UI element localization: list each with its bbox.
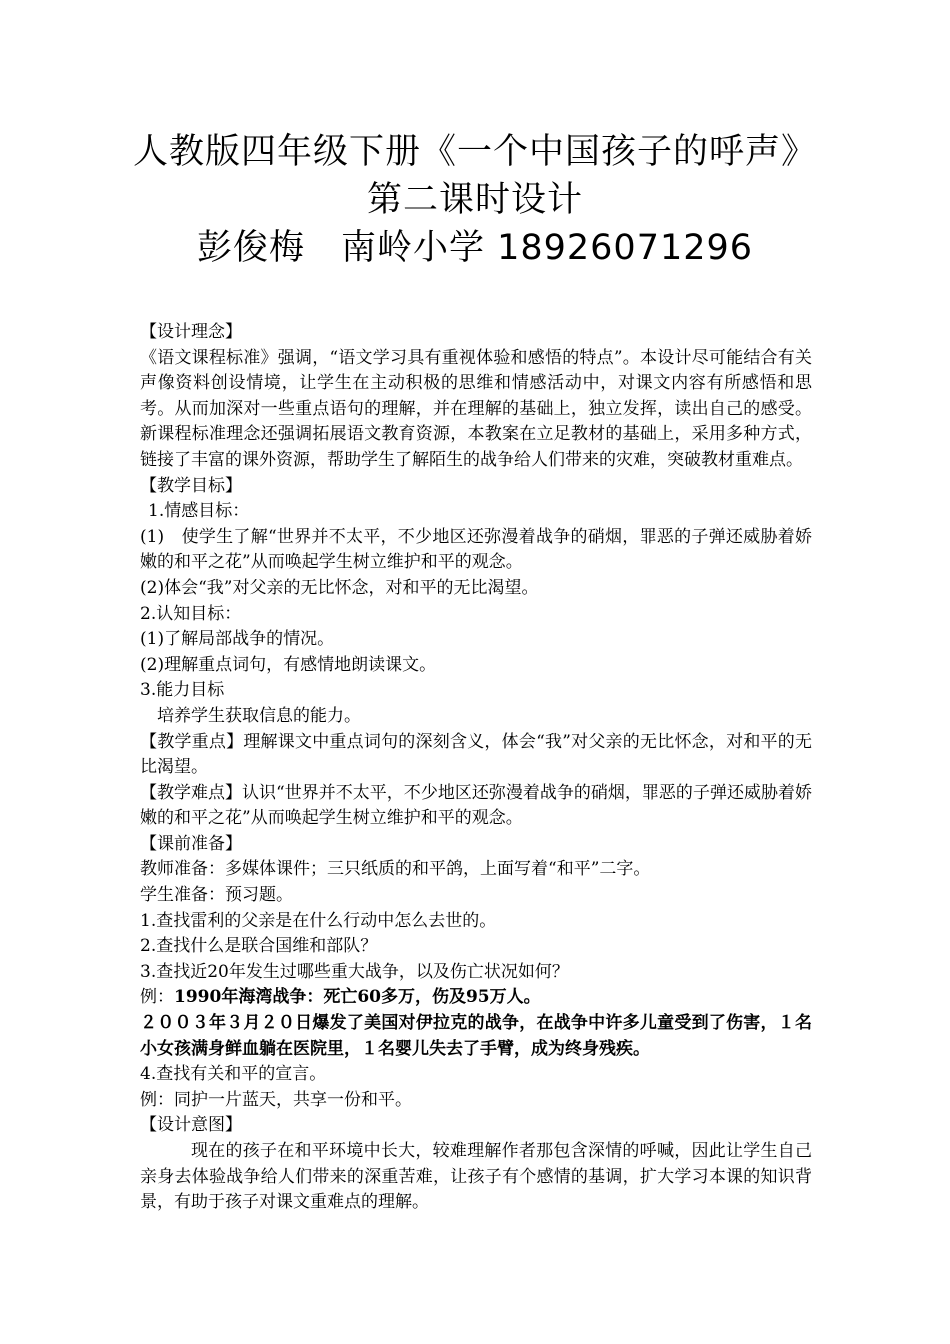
key-point-paragraph: 【教学重点】理解课文中重点词句的深刻含义，体会“我”对父亲的无比怀念，对和平的无比渴望。 bbox=[140, 731, 812, 778]
example-gulf-war bbox=[140, 985, 812, 1011]
preview-question-1: 1.查找雷利的父亲是在什么行动中怎么去世的。 bbox=[140, 910, 497, 931]
document-body bbox=[140, 320, 812, 1216]
emotion-goal-2: (2)体会“我”对父亲的无比怀念，对和平的无比渴望。 bbox=[140, 577, 539, 598]
heading-preparation: 【课前准备】 bbox=[140, 833, 242, 854]
ability-goal-title: 3.能力目标 bbox=[140, 680, 225, 701]
emotion-goal-title: 1.情感目标： bbox=[148, 501, 250, 522]
document-title bbox=[0, 128, 950, 272]
heading-design-intent: 【设计意图】 bbox=[140, 1115, 242, 1136]
example-peace-slogan: 例：同护一片蓝天，共享一份和平。 bbox=[140, 1089, 412, 1110]
cognitive-goal-title: 2.认知目标： bbox=[140, 603, 242, 624]
ability-goal-1: 培养学生获取信息的能力。 bbox=[157, 705, 361, 726]
example-label: 例： bbox=[140, 987, 174, 1008]
example-iraq-war: ２００３年３月２０日爆发了美国对伊拉克的战争，在战争中许多儿童受到了伤害，１名小女孩满身鲜血躺在医院里，１名婴儿失去了手臂，成为终身残疾。 bbox=[140, 1013, 812, 1059]
title-line-3: 彭俊梅 南岭小学 18926071296 bbox=[196, 228, 754, 268]
difficulty-paragraph: 【教学难点】认识“世界并不太平，不少地区还弥漫着战争的硝烟，罪恶的子弹还威胁着娇嫩的和平之花”从而唤起学生树立维护和平的观念。 bbox=[140, 782, 812, 829]
student-preparation: 学生准备：预习题。 bbox=[140, 885, 293, 906]
design-concept-paragraph: 《语文课程标准》强调，“语文学习具有重视体验和感悟的特点”。本设计尽可能结合有关声像资料创设情境，让学生在主动积极的思维和情感活动中，对课文内容有所感悟和思考。从而加深对一些重点语句的理解，并在理解的基础上，独立发挥，读出自己的感受。新课程标准理念还强调拓展语文教育资源，本教案在立足教材的基础上，采用多种方式，链接了丰富的课外资源，帮助学生了解陌生的战争给人们带来的灾难，突破教材重难点。 bbox=[140, 347, 812, 470]
heading-design-concept: 【设计理念】 bbox=[140, 322, 242, 342]
preview-question-2: 2.查找什么是联合国维和部队？ bbox=[140, 936, 378, 957]
preview-question-3: 3.查找近20年发生过哪些重大战争，以及伤亡状况如何？ bbox=[140, 961, 569, 982]
title-line-2: 第二课时设计 bbox=[366, 180, 583, 220]
heading-teaching-goals: 【教学目标】 bbox=[140, 475, 242, 496]
teacher-preparation: 教师准备：多媒体课件；三只纸质的和平鸽，上面写着“和平”二字。 bbox=[140, 859, 651, 880]
title-line-1: 人教版四年级下册《一个中国孩子的呼声》 bbox=[132, 132, 817, 172]
preview-question-4: 4.查找有关和平的宣言。 bbox=[140, 1064, 327, 1085]
cognitive-goal-2: (2)理解重点词句，有感情地朗读课文。 bbox=[140, 654, 437, 675]
emotion-goal-1: (1) 使学生了解“世界并不太平，不少地区还弥漫着战争的硝烟，罪恶的子弹还威胁着娇嫩的和平之花”从而唤起学生树立维护和平的观念。 bbox=[140, 526, 812, 573]
design-intent-paragraph: 现在的孩子在和平环境中长大，较难理解作者那包含深情的呼喊，因此让学生自己亲身去体验战争给人们带来的深重苦难，让孩子有个感情的基调，扩大学习本课的知识背景，有助于孩子对课文重难点的理解。 bbox=[140, 1141, 812, 1213]
cognitive-goal-1: (1)了解局部战争的情况。 bbox=[140, 629, 335, 650]
example-gulf-war-text: 1990年海湾战争：死亡60多万，伤及95万人。 bbox=[174, 987, 541, 1008]
